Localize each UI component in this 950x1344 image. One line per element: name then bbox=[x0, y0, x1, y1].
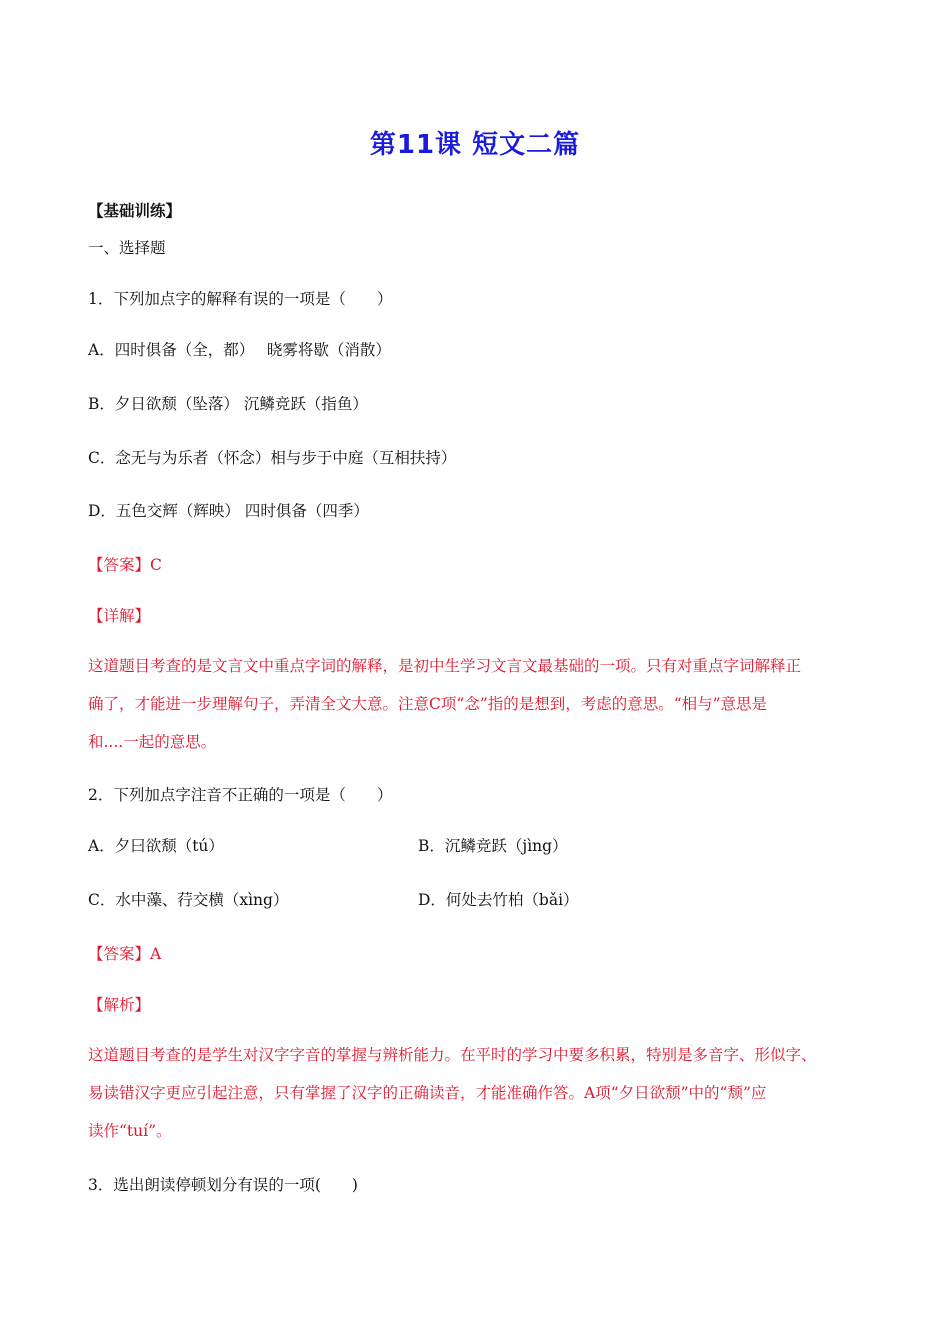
question-2-option-c: C．水中藻、荇交横（xìng） bbox=[88, 891, 289, 909]
question-2-answer: 【答案】A bbox=[88, 945, 162, 963]
question-1-option-a: A．四时俱备（全，都） 晓雾将歇（消散） bbox=[88, 341, 391, 359]
explanation-line: 读作“tuí”。 bbox=[88, 1122, 172, 1140]
explanation-line: 易读错汉字更应引起注意，只有掌握了汉字的正确读音，才能准确作答。A项“夕日欲颓”中的“颓”应 bbox=[88, 1084, 767, 1102]
question-1-option-b: B．夕日欲颓（坠落） 沉鳞竞跃（指鱼） bbox=[88, 395, 368, 413]
question-2-option-a: A．夕曰欲颓（tú） bbox=[88, 837, 224, 855]
explanation-line: 这道题目考查的是学生对汉字字音的掌握与辨析能力。在平时的学习中要多积累，特别是多音字、形似字、 bbox=[88, 1046, 817, 1064]
question-1-option-d: D．五色交辉（辉映） 四时俱备（四季） bbox=[88, 502, 369, 520]
question-1-answer: 【答案】C bbox=[88, 556, 162, 574]
question-2-option-b: B．沉鳞竞跃（jìng） bbox=[418, 837, 568, 855]
question-2-detail-label: 【解析】 bbox=[88, 996, 151, 1014]
question-1-option-c: C．念无与为乐者（怀念）相与步于中庭（互相扶持） bbox=[88, 449, 457, 467]
question-2-explanation bbox=[88, 1036, 866, 1150]
question-2-stem: 2．下列加点字注音不正确的一项是（ ） bbox=[88, 786, 393, 804]
question-3-stem: 3．选出朗读停顿划分有误的一项( ) bbox=[88, 1176, 358, 1194]
question-2-option-d: D．何处去竹柏（bǎi） bbox=[418, 891, 579, 909]
explanation-line: 和....一起的意思。 bbox=[88, 733, 217, 751]
page-title: 第11课 短文二篇 bbox=[369, 130, 581, 160]
section-heading: 【基础训练】 bbox=[88, 202, 182, 220]
question-1-stem: 1．下列加点字的解释有误的一项是（ ） bbox=[88, 290, 393, 308]
explanation-line: 这道题目考查的是文言文中重点字词的解释，是初中生学习文言文最基础的一项。只有对重点字词解释正 bbox=[88, 657, 802, 675]
question-1-explanation bbox=[88, 647, 866, 761]
part-heading: 一、选择题 bbox=[88, 239, 166, 257]
question-1-detail-label: 【详解】 bbox=[88, 607, 151, 625]
explanation-line: 确了，才能进一步理解句子，弄清全文大意。注意C项“念”指的是想到，考虑的意思。“相与”意思是 bbox=[88, 695, 768, 713]
